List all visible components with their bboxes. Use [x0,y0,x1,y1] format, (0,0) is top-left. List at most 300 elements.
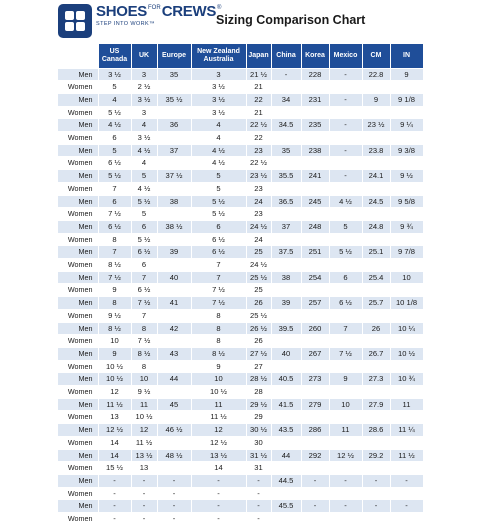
cell-us-canada: 10 ½ [98,373,131,386]
cell-china: - [271,68,301,81]
cell-china [271,360,301,373]
cell-nz-australia: 12 [191,424,246,437]
table-row-women [58,436,423,449]
cell-uk: - [131,513,157,526]
cell-us-canada: 5 [98,81,131,94]
cell-nz-australia: 10 ½ [191,386,246,399]
cell-europe: 36 [157,119,191,132]
cell-nz-australia: - [191,513,246,526]
cell-europe: 44 [157,373,191,386]
cell-us-canada: 4 ½ [98,119,131,132]
cell-gender: Men [58,424,98,437]
cell-us-canada: 8 [98,233,131,246]
cell-in [390,208,423,221]
cell-gender: Women [58,411,98,424]
cell-mexico [329,436,362,449]
brand-tagline: STEP INTO WORK™ [96,21,155,27]
cell-mexico: 6 [329,271,362,284]
cell-gender: Men [58,220,98,233]
cell-korea: 257 [301,297,329,310]
cell-europe [157,259,191,272]
cell-gender: Men [58,119,98,132]
cell-uk: 7 ½ [131,297,157,310]
cell-mexico [329,386,362,399]
cell-cm [362,436,390,449]
cell-japan: 31 ½ [246,449,271,462]
cell-cm [362,132,390,145]
cell-europe [157,335,191,348]
table-row-men [58,297,423,310]
cell-korea: - [301,500,329,513]
cell-cm [362,335,390,348]
cell-nz-australia: 12 ½ [191,436,246,449]
cell-nz-australia: 10 [191,373,246,386]
cell-japan: 25 ½ [246,309,271,322]
cell-europe: 42 [157,322,191,335]
cell-europe [157,208,191,221]
cell-nz-australia: 5 [191,170,246,183]
cell-uk: 4 [131,119,157,132]
cell-nz-australia: 3 ½ [191,93,246,106]
cell-nz-australia: 3 [191,68,246,81]
cell-gender: Men [58,500,98,513]
table-row-women [58,309,423,322]
cell-japan: 22 ½ [246,157,271,170]
cell-japan: - [246,513,271,526]
cell-uk: 12 [131,424,157,437]
cell-us-canada: 13 [98,411,131,424]
cell-korea [301,360,329,373]
cell-korea [301,335,329,348]
cell-korea: 238 [301,144,329,157]
cell-gender: Women [58,487,98,500]
cell-mexico [329,81,362,94]
cell-us-canada: 7 ½ [98,271,131,284]
cell-cm [362,411,390,424]
cell-uk: 7 ½ [131,335,157,348]
cell-japan: - [246,500,271,513]
table-row-men [58,373,423,386]
cell-uk: 5 [131,170,157,183]
cell-us-canada: 8 [98,297,131,310]
cell-japan: 21 [246,106,271,119]
cell-korea: 251 [301,246,329,259]
table-row-women [58,284,423,297]
cell-japan: 22 ½ [246,119,271,132]
cell-cm: 25.7 [362,297,390,310]
cell-china [271,487,301,500]
cell-us-canada: 7 [98,246,131,259]
cell-uk: - [131,475,157,488]
cell-europe: 43 [157,347,191,360]
cell-china [271,259,301,272]
cell-in: 9 5/8 [390,195,423,208]
cell-us-canada: 15 ½ [98,462,131,475]
cell-japan: 28 ½ [246,373,271,386]
table-row-women [58,259,423,272]
cell-gender: Men [58,373,98,386]
cell-gender: Men [58,475,98,488]
cell-cm [362,309,390,322]
cell-in [390,462,423,475]
cell-in: 11 ½ [390,449,423,462]
table-row-men [58,449,423,462]
cell-cm [362,284,390,297]
cell-mexico [329,284,362,297]
cell-gender: Women [58,106,98,119]
cell-in [390,411,423,424]
cell-korea [301,208,329,221]
cell-japan: 21 [246,81,271,94]
cell-uk: 4 ½ [131,182,157,195]
cell-in: 9 ¾ [390,220,423,233]
brand-name-shoes: SHOES [96,3,148,20]
cell-cm: - [362,500,390,513]
cell-gender: Women [58,208,98,221]
table-row-men [58,195,423,208]
cell-mexico: 6 ½ [329,297,362,310]
cell-uk: 3 [131,68,157,81]
cell-cm: 24.1 [362,170,390,183]
cell-gender: Women [58,157,98,170]
cell-europe: 38 [157,195,191,208]
cell-japan: - [246,487,271,500]
cell-europe [157,462,191,475]
cell-mexico: - [329,93,362,106]
cell-us-canada: 5 ½ [98,106,131,119]
cell-china [271,233,301,246]
cell-in [390,360,423,373]
cell-us-canada: 14 [98,436,131,449]
cell-japan: 22 [246,132,271,145]
cell-uk: 6 ½ [131,246,157,259]
cell-japan: 25 ½ [246,271,271,284]
cell-cm [362,487,390,500]
cell-cm: 25.1 [362,246,390,259]
cell-gender: Women [58,309,98,322]
cell-gender: Women [58,462,98,475]
cell-uk: - [131,487,157,500]
cell-us-canada: 10 [98,335,131,348]
cell-europe [157,157,191,170]
cell-in: 10 ¼ [390,322,423,335]
cell-us-canada: 6 ½ [98,220,131,233]
cell-us-canada: 9 [98,347,131,360]
column-header-uk: UK [131,44,157,68]
cell-nz-australia: 5 [191,182,246,195]
cell-in [390,284,423,297]
cell-uk: 3 ½ [131,93,157,106]
cell-in: 10 [390,271,423,284]
cell-nz-australia: 13 ½ [191,449,246,462]
cell-korea [301,513,329,526]
cell-mexico: - [329,475,362,488]
cell-europe [157,436,191,449]
cell-uk: 10 [131,373,157,386]
cell-uk: 11 [131,398,157,411]
page-header [0,0,496,44]
cell-nz-australia: 5 ½ [191,195,246,208]
cell-mexico [329,411,362,424]
cell-europe: 48 ½ [157,449,191,462]
table-row-women [58,411,423,424]
cell-gender: Women [58,386,98,399]
cell-in [390,259,423,272]
table-row-men [58,220,423,233]
cell-us-canada: - [98,513,131,526]
cell-japan: 23 [246,208,271,221]
cell-korea: 279 [301,398,329,411]
cell-korea: 273 [301,373,329,386]
cell-mexico [329,233,362,246]
cell-europe [157,106,191,119]
cell-in: 10 1/8 [390,297,423,310]
cell-us-canada: 12 ½ [98,424,131,437]
cell-japan: 26 ½ [246,322,271,335]
cell-korea [301,182,329,195]
column-header-us-canada: US Canada [98,44,131,68]
cell-japan: 24 ½ [246,220,271,233]
cell-mexico: 11 [329,424,362,437]
cell-china: 45.5 [271,500,301,513]
cell-us-canada: 6 [98,195,131,208]
cell-korea [301,411,329,424]
brand-name-crews: CREWS [161,3,217,20]
cell-europe: - [157,513,191,526]
cell-europe: 45 [157,398,191,411]
column-header-china: China [271,44,301,68]
cell-cm: 23 ½ [362,119,390,132]
table-row-women [58,208,423,221]
cell-china: 39.5 [271,322,301,335]
cell-korea [301,487,329,500]
cell-japan: 27 ½ [246,347,271,360]
cell-gender: Women [58,360,98,373]
cell-gender: Men [58,195,98,208]
table-row-women [58,487,423,500]
cell-nz-australia: 7 ½ [191,284,246,297]
cell-in [390,513,423,526]
cell-nz-australia: 4 ½ [191,144,246,157]
cell-cm: 26.7 [362,347,390,360]
cell-cm [362,233,390,246]
cell-china: 43.5 [271,424,301,437]
cell-china: 35 [271,144,301,157]
cell-nz-australia: 7 [191,259,246,272]
cell-in [390,335,423,348]
cell-cm: 25.4 [362,271,390,284]
cell-nz-australia: 4 [191,119,246,132]
cell-us-canada: 12 [98,386,131,399]
cell-us-canada: 7 [98,182,131,195]
cell-uk: - [131,500,157,513]
cell-korea [301,132,329,145]
cell-gender: Men [58,297,98,310]
cell-gender: Women [58,335,98,348]
cell-gender: Men [58,93,98,106]
cell-japan: 23 [246,182,271,195]
table-row-men [58,271,423,284]
cell-nz-australia: - [191,500,246,513]
cell-gender: Men [58,398,98,411]
cell-europe: 37 [157,144,191,157]
cell-mexico [329,309,362,322]
brand-name-for: FOR [148,5,161,11]
cell-mexico [329,259,362,272]
cell-japan: 30 [246,436,271,449]
cell-korea: 245 [301,195,329,208]
cell-mexico: 9 [329,373,362,386]
cell-mexico: - [329,119,362,132]
cell-china [271,106,301,119]
cell-china [271,284,301,297]
cell-in [390,487,423,500]
cell-mexico [329,360,362,373]
cell-mexico: 5 ½ [329,246,362,259]
sizing-table [58,44,424,526]
cell-china [271,513,301,526]
cell-cm: - [362,475,390,488]
cell-cm [362,81,390,94]
cell-korea: 231 [301,93,329,106]
cell-china [271,436,301,449]
cell-in: 9 ¼ [390,119,423,132]
cell-china: 38 [271,271,301,284]
cell-cm: 28.6 [362,424,390,437]
cell-in: 9 ½ [390,170,423,183]
cell-gender: Women [58,81,98,94]
cell-nz-australia: 9 [191,360,246,373]
cell-us-canada: 7 ½ [98,208,131,221]
cell-cm: 26 [362,322,390,335]
cell-uk: 8 [131,322,157,335]
cell-uk: 6 [131,259,157,272]
cell-europe [157,233,191,246]
brand-mark-icon [58,4,92,38]
cell-mexico: - [329,144,362,157]
table-row-men [58,500,423,513]
cell-us-canada: 14 [98,449,131,462]
cell-japan: 25 [246,246,271,259]
cell-gender: Men [58,246,98,259]
cell-china [271,182,301,195]
cell-cm [362,386,390,399]
cell-china: 41.5 [271,398,301,411]
cell-gender: Men [58,322,98,335]
cell-europe: - [157,500,191,513]
cell-korea [301,309,329,322]
cell-china [271,462,301,475]
cell-japan: 29 [246,411,271,424]
cell-mexico: 5 [329,220,362,233]
cell-mexico: 12 ½ [329,449,362,462]
column-header-mexico: Mexico [329,44,362,68]
cell-korea [301,436,329,449]
cell-china: 40 [271,347,301,360]
cell-europe: 46 ½ [157,424,191,437]
cell-nz-australia: 3 ½ [191,106,246,119]
cell-nz-australia: 6 ½ [191,233,246,246]
table-row-women [58,106,423,119]
cell-china: 37.5 [271,246,301,259]
cell-uk: 6 [131,220,157,233]
cell-gender: Men [58,170,98,183]
cell-cm [362,513,390,526]
cell-uk: 11 ½ [131,436,157,449]
cell-nz-australia: 11 [191,398,246,411]
table-row-men [58,93,423,106]
cell-china [271,208,301,221]
cell-korea [301,81,329,94]
cell-korea: 286 [301,424,329,437]
cell-mexico [329,487,362,500]
cell-china: 44 [271,449,301,462]
cell-mexico: 4 ½ [329,195,362,208]
cell-in [390,157,423,170]
cell-uk: 7 [131,309,157,322]
cell-china [271,335,301,348]
cell-korea: - [301,475,329,488]
cell-korea [301,386,329,399]
cell-cm [362,182,390,195]
cell-europe [157,182,191,195]
cell-korea [301,106,329,119]
cell-uk: 3 ½ [131,132,157,145]
cell-uk: 13 ½ [131,449,157,462]
cell-korea: 260 [301,322,329,335]
cell-nz-australia: - [191,475,246,488]
cell-in: 9 7/8 [390,246,423,259]
table-row-men [58,347,423,360]
cell-us-canada: - [98,487,131,500]
column-header-korea: Korea [301,44,329,68]
cell-mexico: - [329,170,362,183]
cell-cm: 23.8 [362,144,390,157]
cell-in [390,386,423,399]
cell-uk: 13 [131,462,157,475]
cell-in [390,436,423,449]
cell-cm: 24.5 [362,195,390,208]
table-row-men [58,246,423,259]
cell-cm: 29.2 [362,449,390,462]
cell-china: 37 [271,220,301,233]
table-row-men [58,398,423,411]
cell-korea: 292 [301,449,329,462]
cell-europe: 39 [157,246,191,259]
cell-in: 10 ¾ [390,373,423,386]
cell-europe [157,81,191,94]
cell-gender: Women [58,132,98,145]
cell-japan: 24 [246,195,271,208]
table-row-women [58,513,423,526]
cell-mexico: 7 ½ [329,347,362,360]
cell-uk: 6 ½ [131,284,157,297]
cell-japan: 24 [246,233,271,246]
cell-korea: 228 [301,68,329,81]
cell-gender: Men [58,68,98,81]
cell-us-canada: 6 [98,132,131,145]
cell-nz-australia: 6 ½ [191,246,246,259]
table-row-women [58,157,423,170]
table-body [58,68,423,525]
cell-europe: - [157,487,191,500]
cell-japan: 22 [246,93,271,106]
cell-korea: 267 [301,347,329,360]
column-header-europe: Europe [157,44,191,68]
cell-cm: 27.3 [362,373,390,386]
cell-japan: 25 [246,284,271,297]
cell-uk: 5 ½ [131,195,157,208]
